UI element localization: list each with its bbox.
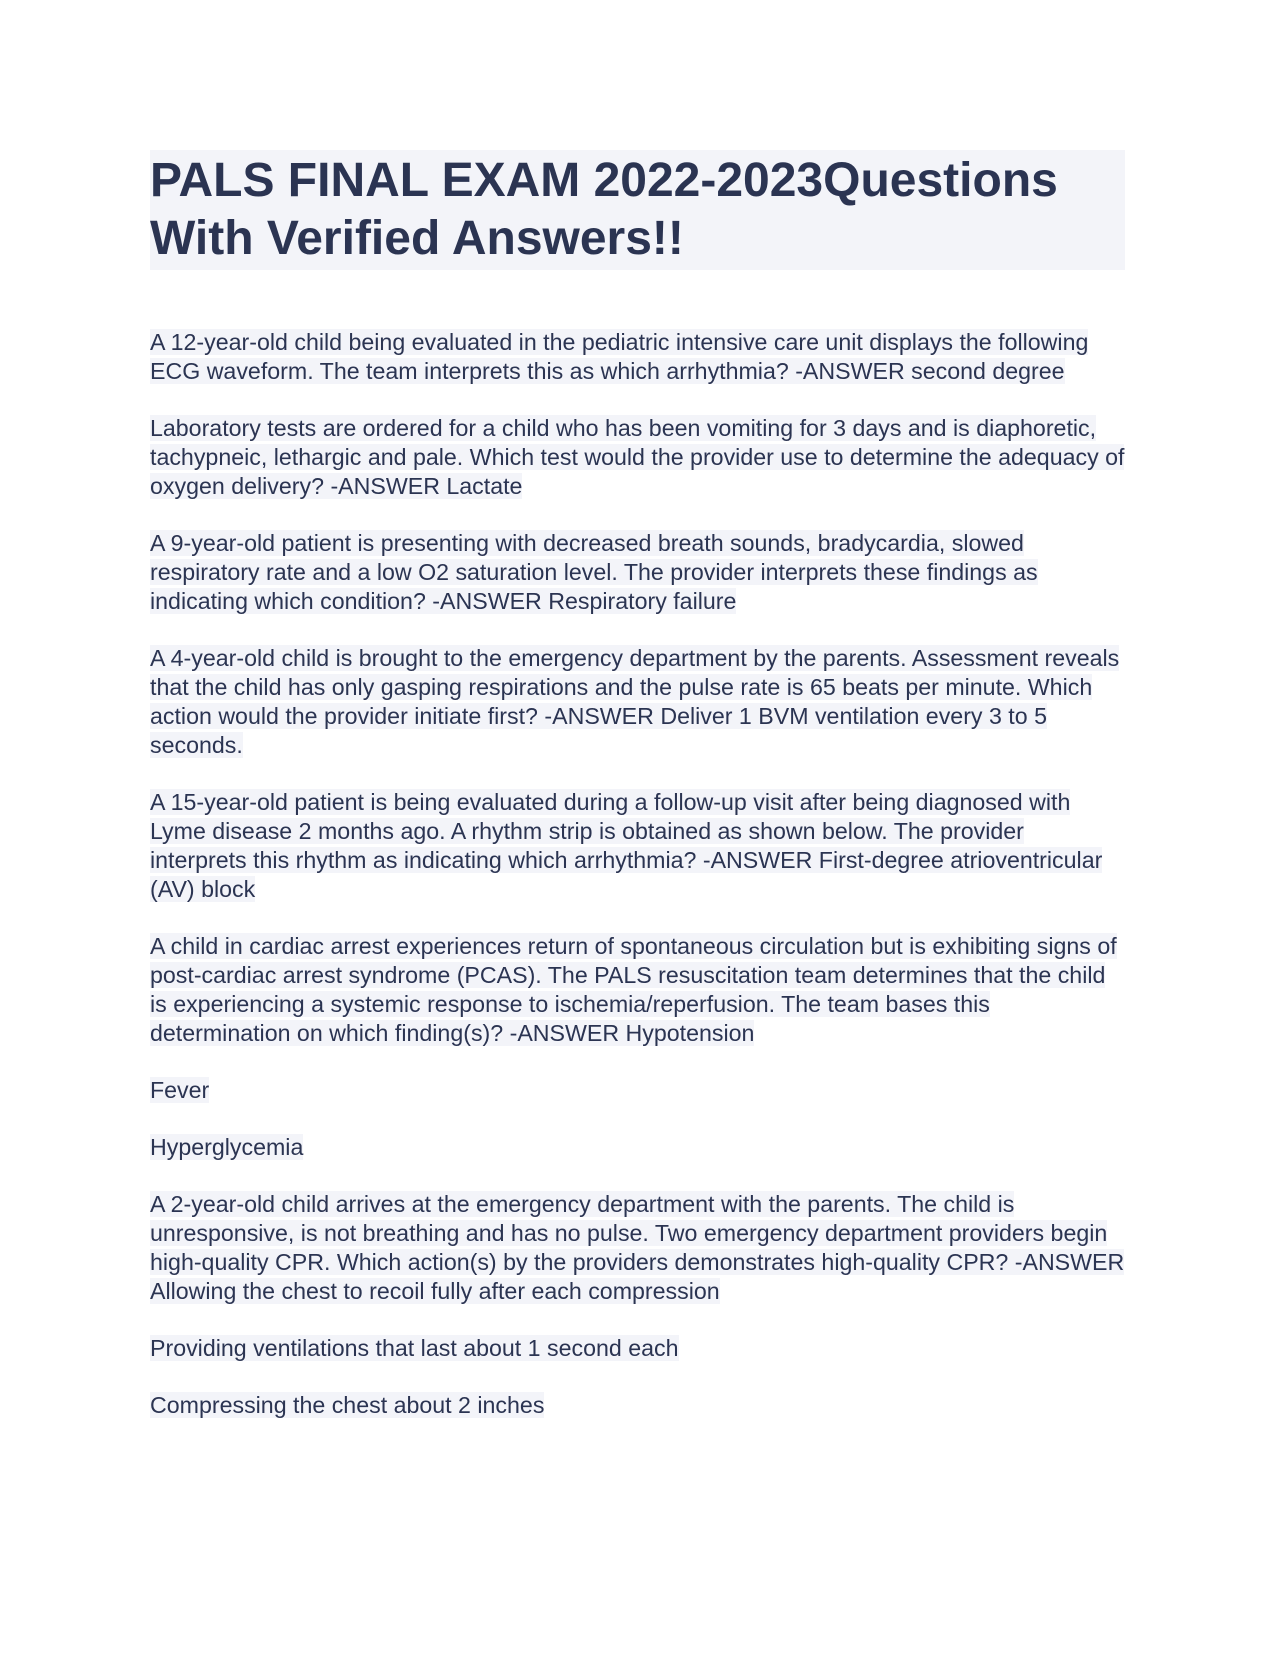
document-body — [150, 328, 1125, 1420]
paragraph-text: A 2-year-old child arrives at the emergency department with the parents. The child is unresponsive, is not breathing and has no pulse. Two emergency department providers begin high-quality CPR. Which action(s) by the providers demonstrates high-quality CPR? -ANSWER Allowing the chest to recoil fully after each compression — [150, 1191, 1125, 1304]
paragraph-text: A 12-year-old child being evaluated in the pediatric intensive care unit displays the following ECG waveform. The team interprets this as which arrhythmia? -ANSWER second degree — [150, 329, 1089, 384]
paragraph-text: Laboratory tests are ordered for a child who has been vomiting for 3 days and is diaphoretic, tachypneic, lethargic and pale. Which test would the provider use to determine the adequacy of oxygen delivery? -ANSWER Lactate — [150, 415, 1125, 499]
document-page — [150, 150, 1125, 1448]
paragraph-text: Providing ventilations that last about 1 second each — [150, 1335, 679, 1361]
paragraph-text: Compressing the chest about 2 inches — [150, 1392, 545, 1418]
paragraph-text: A 4-year-old child is brought to the emergency department by the parents. Assessment reveals that the child has only gasping respirations and the pulse rate is 65 beats per minute. Which action would the provider initiate first? -ANSWER Deliver 1 BVM ventilation every 3 to 5 seconds. — [150, 645, 1120, 758]
question-paragraph — [150, 328, 1125, 386]
answer-line — [150, 1076, 1125, 1105]
paragraph-text: A 15-year-old patient is being evaluated during a follow-up visit after being diagnosed with Lyme disease 2 months ago. A rhythm strip is obtained as shown below. The provider interprets this rhythm as indicating which arrhythmia? -ANSWER First-degree atrioventricular (AV) block — [150, 789, 1103, 902]
answer-line — [150, 1334, 1125, 1363]
title-block — [150, 150, 1125, 270]
question-paragraph — [150, 414, 1125, 501]
question-paragraph — [150, 1190, 1125, 1306]
paragraph-text: Hyperglycemia — [150, 1134, 304, 1160]
paragraph-text: A child in cardiac arrest experiences return of spontaneous circulation but is exhibiting signs of post-cardiac arrest syndrome (PCAS). The PALS resuscitation team determines that the child is experiencing a systemic response to ischemia/reperfusion. The team bases this determination on which finding(s)? -ANSWER Hypotension — [150, 933, 1117, 1046]
question-paragraph — [150, 932, 1125, 1048]
paragraph-text: Fever — [150, 1077, 210, 1103]
paragraph-text: A 9-year-old patient is presenting with decreased breath sounds, bradycardia, slowed respiratory rate and a low O2 saturation level. The provider interprets these findings as indicating which condition? -ANSWER Respiratory failure — [150, 530, 1038, 614]
question-paragraph — [150, 788, 1125, 904]
question-paragraph — [150, 529, 1125, 616]
answer-line — [150, 1391, 1125, 1420]
answer-line — [150, 1133, 1125, 1162]
question-paragraph — [150, 644, 1125, 760]
document-title: PALS FINAL EXAM 2022-2023Questions With Verified Answers!! — [150, 154, 1058, 265]
